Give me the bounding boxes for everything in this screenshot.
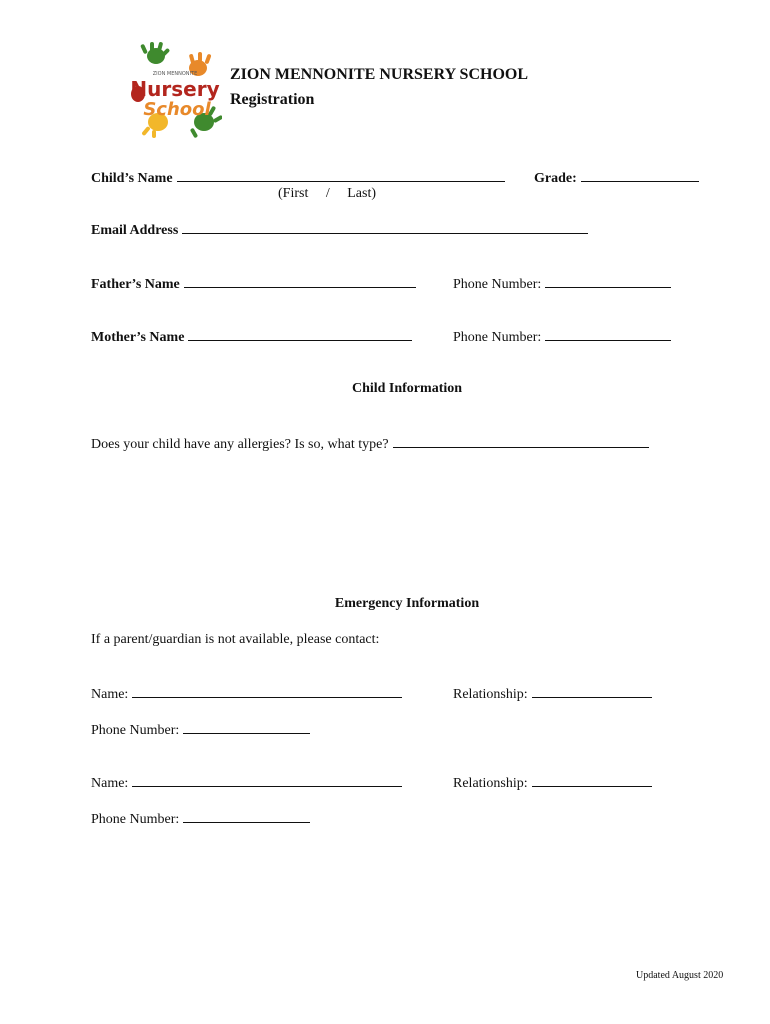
contact-1-name-row	[91, 685, 402, 703]
logo-small-text: ZION MENNONITE	[152, 71, 198, 77]
contact-1-phone-field[interactable]	[183, 721, 310, 734]
grade-field[interactable]	[581, 169, 699, 182]
contact-2-phone-row	[91, 810, 310, 828]
email-row	[91, 221, 588, 239]
mother-name-label: Mother’s Name	[91, 330, 185, 345]
contact-2-name-row	[91, 774, 402, 792]
child-name-label: Child’s Name	[91, 171, 173, 186]
contact-2-relationship-field[interactable]	[532, 774, 652, 787]
contact-2-name-field[interactable]	[132, 774, 402, 787]
mother-phone-label: Phone Number:	[453, 330, 542, 345]
handprint-logo-graphic	[128, 42, 222, 138]
grade-label: Grade:	[534, 171, 577, 186]
mother-name-field[interactable]	[188, 328, 412, 341]
emergency-intro: If a parent/guardian is not available, please contact:	[91, 632, 380, 647]
child-name-row	[91, 169, 505, 187]
mother-name-row	[91, 328, 412, 346]
logo-bottom-text: School	[143, 99, 211, 120]
mother-phone-row	[453, 328, 671, 346]
father-name-row	[91, 275, 416, 293]
contact-1-name-label: Name:	[91, 687, 129, 702]
school-logo	[128, 42, 222, 138]
contact-1-name-field[interactable]	[132, 685, 402, 698]
contact-1-relationship-label: Relationship:	[453, 687, 528, 702]
contact-1-phone-label: Phone Number:	[91, 723, 180, 738]
child-name-field[interactable]	[177, 169, 505, 182]
father-name-field[interactable]	[184, 275, 416, 288]
contact-1-relationship-row	[453, 685, 652, 703]
allergies-label: Does your child have any allergies? Is so, what type?	[91, 437, 389, 452]
father-name-label: Father’s Name	[91, 277, 180, 292]
contact-2-phone-field[interactable]	[183, 810, 310, 823]
allergies-row	[91, 435, 649, 453]
allergies-field[interactable]	[393, 435, 649, 448]
contact-1-phone-row	[91, 721, 310, 739]
email-label: Email Address	[91, 223, 179, 238]
child-info-heading: Child Information	[351, 381, 463, 396]
logo-top-text: Nursery	[130, 77, 220, 101]
email-field[interactable]	[182, 221, 588, 234]
father-phone-field[interactable]	[545, 275, 671, 288]
contact-1-relationship-field[interactable]	[532, 685, 652, 698]
updated-note: Updated August 2020	[636, 970, 724, 981]
form-title: Registration	[230, 91, 315, 108]
contact-2-relationship-label: Relationship:	[453, 776, 528, 791]
child-name-hint: (First / Last)	[278, 186, 376, 201]
contact-2-name-label: Name:	[91, 776, 129, 791]
grade-row	[534, 169, 699, 187]
father-phone-label: Phone Number:	[453, 277, 542, 292]
contact-2-phone-label: Phone Number:	[91, 812, 180, 827]
emergency-heading: Emergency Information	[334, 596, 480, 611]
school-name: ZION MENNONITE NURSERY SCHOOL	[230, 66, 528, 83]
father-phone-row	[453, 275, 671, 293]
mother-phone-field[interactable]	[545, 328, 671, 341]
contact-2-relationship-row	[453, 774, 652, 792]
